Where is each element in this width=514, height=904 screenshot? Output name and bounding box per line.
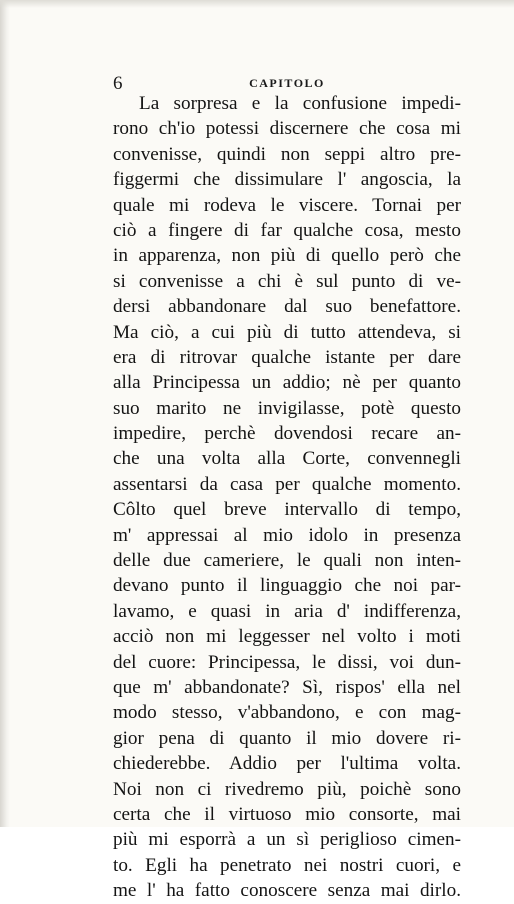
text-line: convenisse, quindi non seppi altro pre- (113, 143, 461, 165)
text-line: in apparenza, non più di quello però che (113, 245, 461, 267)
page-edge-shadow (0, 0, 10, 827)
text-line: chiederebbe. Addio per l'ultima volta. (113, 753, 461, 775)
text-line: era di ritrovar qualche istante per dare (113, 346, 461, 368)
text-line: La sorpresa e la confusione impedi- (139, 93, 461, 114)
text-line: certa che il virtuoso mio consorte, mai (113, 803, 461, 825)
text-line: impedire, perchè dovendosi recare an- (113, 423, 461, 445)
text-line: che una volta alla Corte, convennegli (113, 448, 461, 470)
text-line: quale mi rodeva le viscere. Tornai per (113, 194, 461, 216)
text-line: m' appressai al mio idolo in presenza (113, 524, 461, 546)
text-line: alla Principessa un addio; nè per quanto (113, 372, 461, 394)
running-head: CAPITOLO (249, 76, 325, 90)
text-line: ciò a fingere di far qualche cosa, mesto (113, 219, 461, 241)
text-line: del cuore: Principessa, le dissi, voi dun- (113, 651, 461, 673)
text-line: lavamo, e quasi in aria d' indifferenza, (113, 600, 461, 622)
text-line: Ma ciò, a cui più di tutto attendeva, si (113, 321, 461, 343)
text-line: to. Egli ha penetrato nei nostri cuori, e (113, 854, 461, 876)
text-line: que m' abbandonate? Sì, rispos' ella nel (113, 676, 461, 698)
text-line: figgermi che dissimulare l' angoscia, la (113, 169, 461, 191)
text-line: assentarsi da casa per qualche momento. (113, 473, 461, 495)
page-top-shadow (0, 0, 514, 8)
text-line: delle due cameriere, le quali non inten- (113, 550, 461, 572)
text-line: devano punto il linguaggio che noi par- (113, 575, 461, 597)
text-line: più mi esporrà a un sì periglioso cimen- (113, 829, 461, 851)
text-line: rono ch'io potessi discernere che cosa mi (113, 118, 461, 140)
text-line: Côlto quel breve intervallo di tempo, (113, 499, 461, 521)
text-line: modo stesso, v'abbandono, e con mag- (113, 702, 461, 724)
text-line: Noi non ci rivedremo più, poichè sono (113, 778, 461, 800)
page-header (113, 73, 461, 93)
text-line: gior pena di quanto il mio dovere ri- (113, 727, 461, 749)
text-line: dersi abbandonare dal suo benefattore. (113, 296, 461, 318)
text-line: acciò non mi leggesser nel volto i moti (113, 626, 461, 648)
body-text (113, 91, 461, 904)
page-number: 6 (113, 73, 123, 94)
text-line: suo marito ne invigilasse, potè questo (113, 397, 461, 419)
text-line: si convenisse a chi è sul punto di ve- (113, 270, 461, 292)
text-line: me l' ha fatto conoscere senza mai dirlo. (113, 880, 461, 902)
